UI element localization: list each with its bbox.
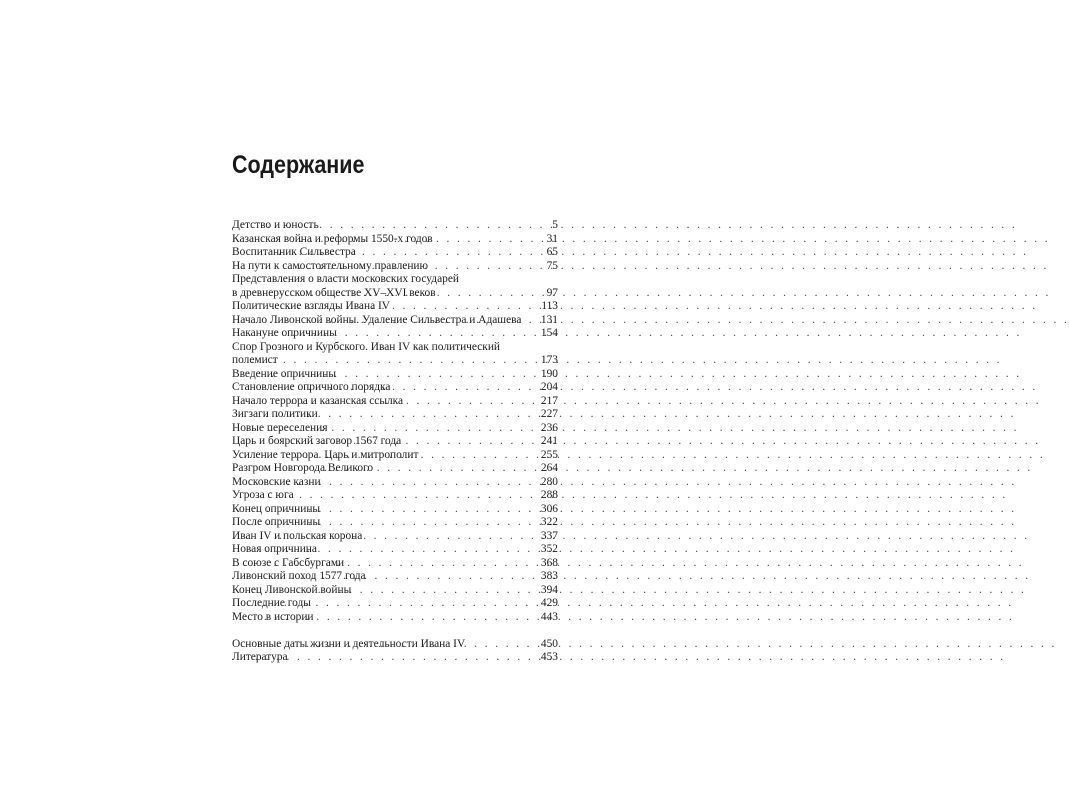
dot-leader xyxy=(271,368,539,382)
dot-leader xyxy=(252,354,539,368)
toc-entry-title: Казанская война и реформы 1550-х годов xyxy=(232,232,433,245)
dot-leader xyxy=(279,530,539,544)
toc-entry-title: Становление опричного порядка xyxy=(232,381,391,393)
toc-entry xyxy=(232,246,558,260)
toc-entry-page: 306 xyxy=(540,502,558,515)
toc-entry-page: 190 xyxy=(540,367,558,380)
toc-entry-page: 241 xyxy=(540,435,558,447)
toc-entry-page: 352 xyxy=(540,543,558,555)
toc-entry xyxy=(232,368,558,382)
dot-leader xyxy=(263,597,539,611)
toc-entry xyxy=(232,381,558,395)
dot-leader xyxy=(267,219,551,233)
toc-entry xyxy=(232,273,558,300)
dot-leader xyxy=(264,611,539,625)
toc-entry-title: Зигзаги политики xyxy=(232,408,318,420)
toc-entry-title: Новая опричнина xyxy=(232,543,317,555)
toc-entry-title: Конец Ливонской войны xyxy=(232,583,352,596)
toc-entry-page: 5 xyxy=(552,219,558,231)
dot-leader xyxy=(280,570,539,584)
toc-entry xyxy=(232,557,558,571)
toc-entry-page: 173 xyxy=(540,354,558,366)
toc-entry xyxy=(232,314,558,328)
toc-entry xyxy=(232,530,558,544)
toc-entry-title: Литература xyxy=(232,651,288,663)
toc-entry-page: 65 xyxy=(546,246,558,258)
toc-entry xyxy=(232,638,558,652)
toc-entry-page: 75 xyxy=(546,259,558,272)
dot-leader xyxy=(298,260,544,274)
dot-leader xyxy=(265,408,539,422)
dot-leader xyxy=(257,489,539,503)
toc-entry-page: 383 xyxy=(540,570,558,582)
dot-leader xyxy=(278,246,545,260)
toc-entry-title: Детство и юность xyxy=(232,219,319,231)
toc-entry xyxy=(232,462,558,476)
toc-entry-title: Угроза с юга xyxy=(232,489,294,501)
toc-entry xyxy=(232,597,558,611)
toc-entry-title: Последние годы xyxy=(232,597,311,609)
toc-entry-page: 453 xyxy=(540,651,558,663)
toc-entry xyxy=(232,584,558,598)
dot-leader xyxy=(268,422,539,436)
toc-entry-title: Начало Ливонской войны. Удаление Сильвестра и Адашева xyxy=(232,313,522,326)
toc-entry-page: 322 xyxy=(540,516,558,528)
dot-leader xyxy=(276,584,539,598)
toc-entry xyxy=(232,300,558,314)
toc-appendix-group xyxy=(232,638,558,665)
dot-leader xyxy=(300,287,544,301)
toc-entry-page: 113 xyxy=(541,300,558,312)
toc-entry-title-line1: Представления о власти московских государей xyxy=(232,273,459,285)
dot-leader xyxy=(295,449,539,463)
dot-leader xyxy=(291,395,539,409)
toc-entry-page: 31 xyxy=(546,232,558,245)
toc-entry-page: 131 xyxy=(540,313,558,326)
toc-entry-page: 217 xyxy=(540,394,558,407)
toc-entry-title: Начало террора и казанская ссылка xyxy=(232,394,404,407)
toc-entry-page: 337 xyxy=(540,529,558,542)
toc-entry-title: Накануне опричнины xyxy=(232,327,337,339)
toc-entry-page: 429 xyxy=(540,597,558,609)
toc-entry-page: 368 xyxy=(540,556,558,569)
toc-entry-title: Новые переселения xyxy=(232,421,328,434)
toc-entry-page: 443 xyxy=(540,610,558,623)
toc-entry-title-line2: полемист xyxy=(232,354,278,366)
dot-leader xyxy=(265,543,539,557)
toc-entry-title: После опричнины xyxy=(232,516,321,528)
dot-leader xyxy=(282,462,539,476)
dot-leader xyxy=(255,651,539,665)
dot-leader xyxy=(287,300,539,314)
toc-entry-last-line xyxy=(232,354,558,368)
dot-leader xyxy=(274,557,539,571)
toc-entry-last-line xyxy=(232,287,558,301)
toc-entry xyxy=(232,543,558,557)
dot-leader xyxy=(306,638,539,652)
toc-entry-title: Иван IV и польская корона xyxy=(232,529,363,542)
toc-entry-page: 255 xyxy=(540,448,558,461)
dot-leader xyxy=(266,476,539,490)
toc-entry-title-line2: в древнерусском обществе XV–XVI веков xyxy=(232,286,436,299)
dot-leader xyxy=(271,327,539,341)
toc-entry xyxy=(232,503,558,517)
toc-entry-page: 288 xyxy=(540,489,558,501)
toc-entry xyxy=(232,435,558,449)
toc-entry xyxy=(232,233,558,247)
dot-leader xyxy=(300,233,545,247)
toc-entry-title-line1: Спор Грозного и Курбского. Иван IV как политический xyxy=(232,340,501,353)
toc-entry-title: Место в истории xyxy=(232,610,314,623)
dot-leader xyxy=(266,503,539,517)
toc-entry-page: 394 xyxy=(540,583,558,596)
toc-entry-page: 227 xyxy=(540,408,558,420)
toc-entry-page: 204 xyxy=(540,381,558,393)
toc-entry-title: Введение опричнины xyxy=(232,367,337,380)
toc-entry-page: 280 xyxy=(540,475,558,488)
toc-entry xyxy=(232,408,558,422)
toc-entry xyxy=(232,341,558,368)
toc-entry xyxy=(232,260,558,274)
toc-entry-title: Царь и боярский заговор 1567 года xyxy=(232,435,402,447)
toc-entry-page: 154 xyxy=(540,327,558,339)
dot-leader xyxy=(266,516,539,530)
toc-entry-page: 264 xyxy=(540,462,558,474)
toc-entry xyxy=(232,449,558,463)
toc-entry-page: 236 xyxy=(540,421,558,434)
dot-leader xyxy=(319,314,539,328)
toc-entry xyxy=(232,516,558,530)
dot-leader xyxy=(287,381,539,395)
toc-entry-title: Ливонский поход 1577 года xyxy=(232,570,366,582)
toc-entry xyxy=(232,611,558,625)
toc-entry-title: Разгром Новгорода Великого xyxy=(232,462,374,474)
toc-entry xyxy=(232,489,558,503)
dot-leader xyxy=(290,435,539,449)
toc-entry-title: Усиление террора. Царь и митрополит xyxy=(232,448,419,461)
toc-main-group xyxy=(232,219,558,624)
toc-entry-title: Московские казни xyxy=(232,475,321,488)
toc-entry-page: 450 xyxy=(540,637,558,650)
toc-entry xyxy=(232,219,558,233)
toc-entry-page: 97 xyxy=(546,286,558,299)
toc-entry xyxy=(232,476,558,490)
toc-entry-title: Конец опричнины xyxy=(232,502,321,515)
toc-entry xyxy=(232,395,558,409)
toc-entry xyxy=(232,422,558,436)
toc-entry-title: Основные даты жизни и деятельности Ивана IV xyxy=(232,637,466,650)
toc-entry xyxy=(232,570,558,584)
page-title: Содержание xyxy=(232,151,365,179)
toc-entry-title: Политические взгляды Ивана IV xyxy=(232,300,391,312)
toc-entry-title: В союзе с Габсбургами xyxy=(232,556,345,569)
toc-entry xyxy=(232,651,558,665)
toc-entry-title: На пути к самостоятельному правлению xyxy=(232,259,429,272)
toc-entry xyxy=(232,327,558,341)
table-of-contents xyxy=(232,219,558,665)
toc-entry-title: Воспитанник Сильвестра xyxy=(232,246,356,258)
